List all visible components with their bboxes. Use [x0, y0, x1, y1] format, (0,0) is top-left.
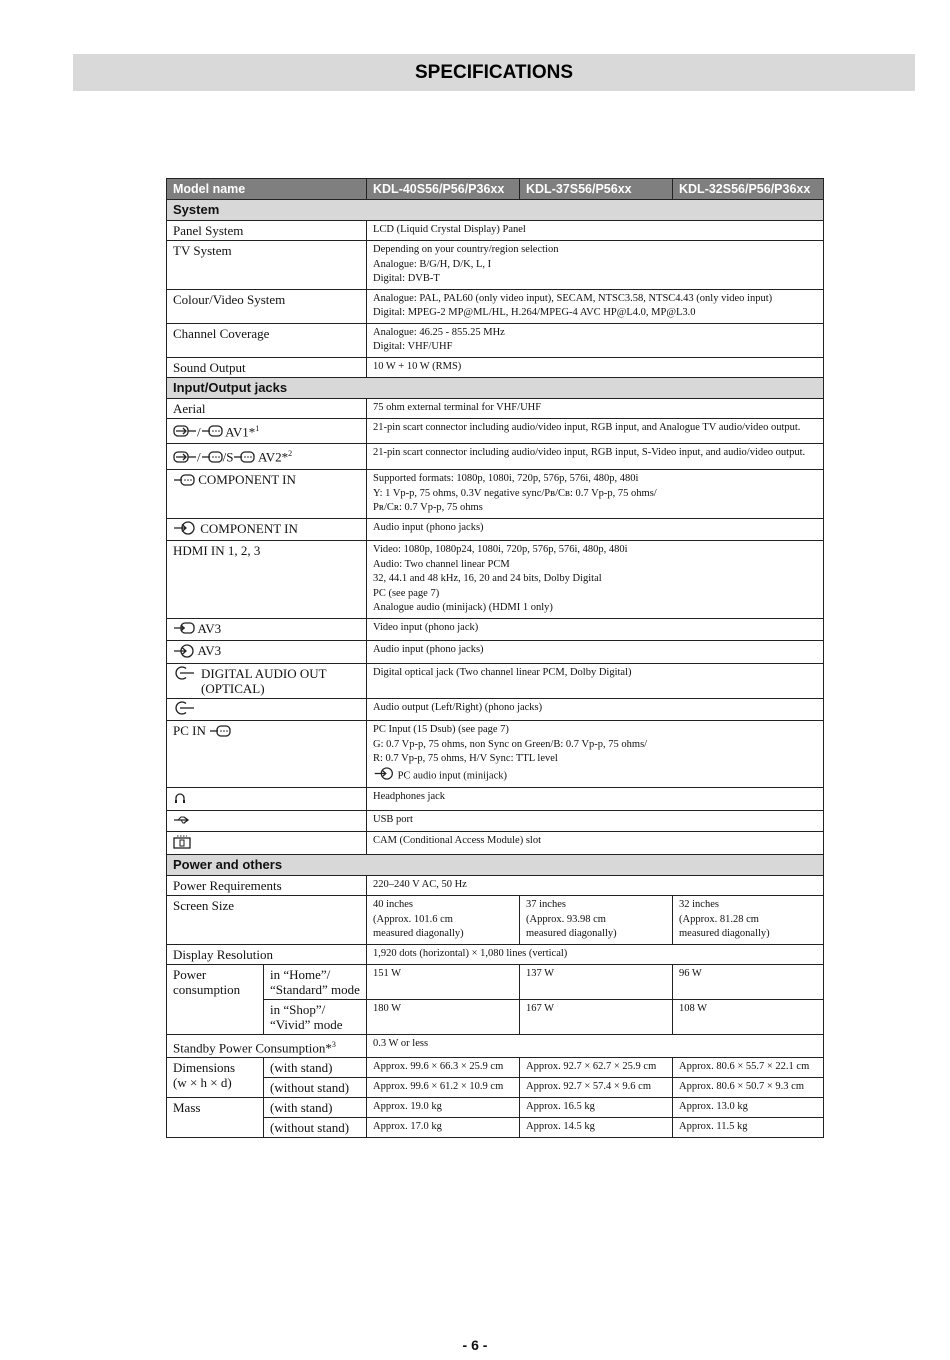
- optical-value: Digital optical jack (Two channel linear PCM, Dolby Digital): [367, 663, 824, 698]
- mass-without-32: Approx. 11.5 kg: [673, 1118, 824, 1138]
- audio-in-icon: [173, 521, 197, 538]
- text-line: Analogue: B/G/H, D/K, L, I: [373, 258, 492, 270]
- text-line: PC (see page 7): [373, 587, 440, 599]
- section-power: Power and others: [167, 855, 824, 876]
- panel-system-row: [167, 221, 824, 241]
- page-number: - 6 -: [462, 1337, 488, 1353]
- home-power-32: 96 W: [673, 964, 824, 999]
- pc-in-value: [367, 721, 824, 788]
- av3-audio-value: Audio input (phono jacks): [367, 641, 824, 664]
- page-title: SPECIFICATIONS: [415, 62, 573, 83]
- text-line: measured diagonally): [679, 928, 770, 940]
- av2-row: [167, 444, 824, 470]
- power-requirements-label: Power Requirements: [167, 876, 367, 896]
- mass-with-row: [167, 1098, 824, 1118]
- power-home-row: [167, 964, 824, 999]
- sound-output-value: 10 W + 10 W (RMS): [367, 357, 824, 377]
- mass-with-37: Approx. 16.5 kg: [520, 1098, 673, 1118]
- text-line: Digital: MPEG-2 MP@ML/HL, H.264/MPEG-4 AVC HP@L4.0, MP@L3.0: [373, 307, 696, 318]
- dimensions-without-row: [167, 1078, 824, 1098]
- with-stand-label: (with stand): [264, 1098, 367, 1118]
- optical-row: [167, 663, 824, 698]
- video-in-icon: [173, 621, 195, 638]
- dim-without-40: Approx. 99.6 × 61.2 × 10.9 cm: [367, 1078, 520, 1098]
- sound-output-label: Sound Output: [167, 357, 367, 377]
- mass-with-32: Approx. 13.0 kg: [673, 1098, 824, 1118]
- display-resolution-row: [167, 944, 824, 964]
- footnote-mark: 1: [255, 423, 260, 433]
- text-line: Power: [173, 966, 207, 982]
- text-line: 32, 44.1 and 48 kHz, 16, 20 and 24 bits, Dolby Digital: [373, 573, 602, 585]
- av2-value: 21-pin scart connector including audio/video input, RGB input, S-Video input, and audio/video output.: [367, 444, 824, 470]
- pc-in-label: [167, 721, 367, 788]
- component-video-value: [367, 470, 824, 519]
- text-line: Analogue audio (minijack) (HDMI 1 only): [373, 602, 553, 614]
- av-out-icon: [201, 424, 223, 441]
- footnote-mark: 2: [288, 449, 293, 459]
- text-line: Digital: DVB-T: [373, 273, 440, 284]
- text-line: 40 inches: [373, 899, 413, 911]
- shop-power-37: 167 W: [520, 999, 673, 1034]
- hdmi-value: [367, 541, 824, 619]
- av3-video-value: Video input (phono jack): [367, 618, 824, 641]
- standby-label: [167, 1034, 367, 1057]
- text-line: PC Input (15 Dsub) (see page 7): [373, 724, 509, 736]
- component-audio-text: COMPONENT IN: [200, 520, 298, 536]
- text-line: (OPTICAL): [201, 680, 265, 696]
- headphones-value: Headphones jack: [367, 788, 824, 811]
- model-name-header: Model name: [167, 179, 367, 200]
- headphones-label: [167, 788, 367, 811]
- audio-out-label: [167, 698, 367, 721]
- text-line: “Vivid” mode: [270, 1016, 343, 1032]
- colour-video-value: [367, 289, 824, 323]
- text-line: R: 0.7 Vp-p, 75 ohms, H/V Sync: TTL level: [373, 753, 558, 765]
- component-video-text: COMPONENT IN: [198, 472, 296, 488]
- component-audio-row: [167, 518, 824, 541]
- power-consumption-label: [167, 964, 264, 1034]
- tv-system-value: [367, 241, 824, 290]
- text-line: G: 0.7 Vp-p, 75 ohms, non Sync on Green/B: 0.7 Vp-p, 75 ohms/: [373, 738, 648, 750]
- mass-without-row: [167, 1118, 824, 1138]
- text-line: (Approx. 101.6 cm: [373, 913, 453, 925]
- component-audio-value: Audio input (phono jacks): [367, 518, 824, 541]
- hdmi-row: [167, 541, 824, 619]
- specifications-table: [166, 178, 824, 1138]
- with-stand-label: (with stand): [264, 1058, 367, 1078]
- av-in-out-icon: [173, 424, 197, 441]
- text-line: measured diagonally): [526, 928, 617, 940]
- usb-row: [167, 810, 824, 832]
- text-line: (Approx. 93.98 cm: [526, 913, 606, 925]
- text-line: (Approx. 81.28 cm: [679, 913, 759, 925]
- av3-video-label: [167, 618, 367, 641]
- panel-system-value: LCD (Liquid Crystal Display) Panel: [367, 221, 824, 241]
- text-line: in “Shop”/: [270, 1001, 326, 1017]
- screen-size-row: [167, 896, 824, 945]
- dim-with-40: Approx. 99.6 × 66.3 × 25.9 cm: [367, 1058, 520, 1078]
- model-header-37: KDL-37S56/P56xx: [520, 179, 673, 200]
- tv-system-label: TV System: [167, 241, 367, 290]
- aerial-value: 75 ohm external terminal for VHF/UHF: [367, 398, 824, 418]
- audio-out-value: Audio output (Left/Right) (phono jacks): [367, 698, 824, 721]
- text-line: 37 inches: [526, 899, 566, 911]
- text-line: Depending on your country/region selection: [373, 244, 559, 255]
- av1-value: 21-pin scart connector including audio/video input, RGB input, and Analogue TV audio/video output.: [367, 418, 824, 444]
- shop-mode-label: [264, 999, 367, 1034]
- usb-value: USB port: [367, 810, 824, 832]
- av2-text: AV2*: [258, 449, 289, 465]
- screen-size-40: [367, 896, 520, 945]
- dim-with-37: Approx. 92.7 × 62.7 × 25.9 cm: [520, 1058, 673, 1078]
- av3-video-row: [167, 618, 824, 641]
- av-in-out-icon: [173, 450, 197, 467]
- colour-video-row: [167, 289, 824, 323]
- text-line: measured diagonally): [373, 928, 464, 940]
- s-video-letter: S: [226, 449, 234, 465]
- text-line: Pʀ/Cʀ: 0.7 Vp-p, 75 ohms: [373, 502, 483, 514]
- av1-row: [167, 418, 824, 444]
- audio-in-icon: [173, 644, 195, 661]
- av3-audio-text: AV3: [197, 643, 222, 659]
- pc-audio-text: PC audio input (minijack): [397, 770, 507, 782]
- text-line: Digital: VHF/UHF: [373, 341, 453, 352]
- title-banner: [73, 54, 915, 91]
- text-line: Supported formats: 1080p, 1080i, 720p, 576p, 576i, 480p, 480i: [373, 473, 639, 485]
- display-resolution-value: 1,920 dots (horizontal) × 1,080 lines (vertical): [367, 944, 824, 964]
- text-line: in “Home”/: [270, 966, 331, 982]
- standby-row: [167, 1034, 824, 1057]
- mass-label: Mass: [167, 1098, 264, 1138]
- model-header-32: KDL-32S56/P56/P36xx: [673, 179, 824, 200]
- shop-power-40: 180 W: [367, 999, 520, 1034]
- standby-value: 0.3 W or less: [367, 1034, 824, 1057]
- aerial-row: [167, 398, 824, 418]
- av3-audio-row: [167, 641, 824, 664]
- without-stand-label: (without stand): [264, 1118, 367, 1138]
- cam-slot-icon: [173, 834, 191, 852]
- channel-coverage-value: [367, 323, 824, 357]
- component-video-row: [167, 470, 824, 519]
- cam-row: [167, 832, 824, 855]
- power-shop-row: [167, 999, 824, 1034]
- power-requirements-row: [167, 876, 824, 896]
- standby-text: Standby Power Consumption*: [173, 1040, 332, 1056]
- cam-label: [167, 832, 367, 855]
- av3-video-text: AV3: [197, 620, 222, 636]
- component-video-icon: [173, 473, 195, 490]
- mass-without-37: Approx. 14.5 kg: [520, 1118, 673, 1138]
- av1-text: AV1*: [225, 423, 256, 439]
- channel-coverage-row: [167, 323, 824, 357]
- tv-system-row: [167, 241, 824, 290]
- section-system: System: [167, 200, 824, 221]
- screen-size-label: Screen Size: [167, 896, 367, 945]
- screen-size-37: [520, 896, 673, 945]
- text-line: Dimensions: [173, 1060, 236, 1076]
- usb-icon: [173, 814, 191, 829]
- mass-with-40: Approx. 19.0 kg: [367, 1098, 520, 1118]
- component-audio-label: [167, 518, 367, 541]
- pc-in-icon: [209, 724, 231, 741]
- display-resolution-label: Display Resolution: [167, 944, 367, 964]
- header-row: [167, 179, 824, 200]
- dimensions-with-row: [167, 1058, 824, 1078]
- dim-without-32: Approx. 80.6 × 50.7 × 9.3 cm: [673, 1078, 824, 1098]
- footnote-mark: 3: [331, 1039, 336, 1049]
- colour-video-label: Colour/Video System: [167, 289, 367, 323]
- panel-system-label: Panel System: [167, 221, 367, 241]
- hdmi-label: HDMI IN 1, 2, 3: [167, 541, 367, 619]
- shop-power-32: 108 W: [673, 999, 824, 1034]
- headphones-row: [167, 788, 824, 811]
- text-line: consumption: [173, 981, 241, 997]
- component-video-label: [167, 470, 367, 519]
- sound-output-row: [167, 357, 824, 377]
- text-line: (w × h × d): [173, 1075, 232, 1091]
- optical-out-icon: [173, 666, 195, 696]
- optical-label: [167, 663, 367, 698]
- channel-coverage-label: Channel Coverage: [167, 323, 367, 357]
- pc-in-text: PC IN: [173, 723, 206, 739]
- home-mode-label: [264, 964, 367, 999]
- text-line: Video: 1080p, 1080p24, 1080i, 720p, 576p, 576i, 480p, 480i: [373, 544, 628, 556]
- aerial-label: Aerial: [167, 398, 367, 418]
- section-io: Input/Output jacks: [167, 377, 824, 398]
- headphones-icon: [173, 791, 187, 808]
- mass-without-40: Approx. 17.0 kg: [367, 1118, 520, 1138]
- text-line: 32 inches: [679, 899, 719, 911]
- av1-label: / AV1*$^1$: [167, 418, 367, 444]
- av3-audio-label: [167, 641, 367, 664]
- home-power-40: 151 W: [367, 964, 520, 999]
- audio-out-row: [167, 698, 824, 721]
- without-stand-label: (without stand): [264, 1078, 367, 1098]
- s-video-icon: [233, 450, 255, 467]
- text-line: Audio: Two channel linear PCM: [373, 558, 510, 570]
- text-line: Analogue: PAL, PAL60 (only video input), SECAM, NTSC3.58, NTSC4.43 (only video input): [373, 292, 773, 304]
- text-line: [373, 767, 818, 786]
- av2-label: / /S AV2*$^2$: [167, 444, 367, 470]
- dim-without-37: Approx. 92.7 × 57.4 × 9.6 cm: [520, 1078, 673, 1098]
- audio-in-icon: [373, 767, 395, 786]
- text-line: DIGITAL AUDIO OUT: [201, 665, 327, 681]
- model-header-40: KDL-40S56/P56/P36xx: [367, 179, 520, 200]
- text-line: Analogue: 46.25 - 855.25 MHz: [373, 326, 505, 338]
- screen-size-32: [673, 896, 824, 945]
- audio-out-icon: [173, 701, 195, 718]
- home-power-37: 137 W: [520, 964, 673, 999]
- power-requirements-value: 220–240 V AC, 50 Hz: [367, 876, 824, 896]
- dimensions-label: [167, 1058, 264, 1098]
- text-line: “Standard” mode: [270, 981, 360, 997]
- pc-in-row: [167, 721, 824, 788]
- text-line: Y: 1 Vp-p, 75 ohms, 0.3V negative sync/Pʙ/Cʙ: 0.7 Vp-p, 75 ohms/: [373, 487, 657, 499]
- usb-label: [167, 810, 367, 832]
- cam-value: CAM (Conditional Access Module) slot: [367, 832, 824, 855]
- dim-with-32: Approx. 80.6 × 55.7 × 22.1 cm: [673, 1058, 824, 1078]
- av-out-icon: [201, 450, 223, 467]
